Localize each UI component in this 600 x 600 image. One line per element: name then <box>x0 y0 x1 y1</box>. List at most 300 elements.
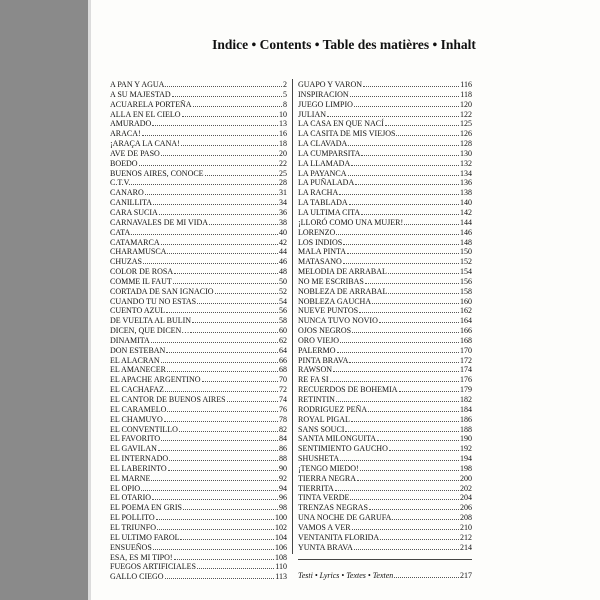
entry-page: 46 <box>279 257 287 267</box>
dot-leader <box>399 384 459 392</box>
index-entry <box>298 453 472 463</box>
dot-leader <box>388 266 459 274</box>
dot-leader <box>167 364 278 372</box>
dot-leader <box>183 502 278 510</box>
entry-page: 86 <box>279 444 287 454</box>
dot-leader <box>197 296 278 304</box>
index-entry <box>298 256 472 266</box>
entry-page: 68 <box>279 365 287 375</box>
entry-title: EL CHAMUYO <box>110 414 163 424</box>
entry-page: 22 <box>279 158 287 168</box>
index-entry <box>110 502 287 512</box>
entry-page: 102 <box>275 522 287 532</box>
entry-page: 16 <box>279 129 287 139</box>
entry-page: 212 <box>460 532 472 542</box>
entry-page: 18 <box>279 139 287 149</box>
dot-leader <box>172 89 282 97</box>
index-entry <box>298 99 472 109</box>
index-entry <box>110 542 287 552</box>
index-entry <box>110 492 287 502</box>
entry-title: RODRIGUEZ PEÑA <box>298 404 368 414</box>
dot-leader <box>348 168 459 176</box>
index-entry <box>298 138 472 148</box>
entry-title: EL POEMA EN GRIS <box>110 503 182 513</box>
entry-title: LORENZO <box>298 227 336 237</box>
entry-page: 172 <box>460 355 472 365</box>
entry-title: VENTANITA FLORIDA <box>298 532 380 542</box>
entry-page: 28 <box>279 178 287 188</box>
entry-page: 134 <box>460 168 472 178</box>
entry-title: AMURADO <box>110 119 152 129</box>
dot-leader <box>131 227 278 235</box>
entry-page: 142 <box>460 207 472 217</box>
index-entry <box>298 237 472 247</box>
index-entry <box>110 433 287 443</box>
entry-page: 206 <box>460 503 472 513</box>
entry-title: ALLA EN EL CIELO <box>110 109 181 119</box>
index-entry <box>298 246 472 256</box>
entry-page: 144 <box>460 217 472 227</box>
entry-page: 128 <box>460 139 472 149</box>
entry-page: 130 <box>460 148 472 158</box>
dot-leader <box>348 138 459 146</box>
entry-page: 72 <box>279 385 287 395</box>
entry-title: EL CARAMELO <box>110 404 167 414</box>
index-entry <box>298 197 472 207</box>
index-entry <box>110 532 287 542</box>
entry-title: LA CUMPARSITA <box>298 148 361 158</box>
entry-page: 5 <box>283 89 287 99</box>
entry-page: 90 <box>279 463 287 473</box>
entry-page: 140 <box>460 198 472 208</box>
dot-leader <box>153 542 274 550</box>
entry-page: 210 <box>460 522 472 532</box>
index-entry <box>110 552 287 562</box>
entry-title: CUENTO AZUL <box>110 306 166 316</box>
entry-page: 10 <box>279 109 287 119</box>
entry-title: GALLO CIEGO <box>110 572 164 582</box>
dot-leader <box>227 394 278 402</box>
entry-title: NOBLEZA DE ARRABAL <box>298 286 388 296</box>
index-entry <box>110 443 287 453</box>
dot-leader <box>182 109 278 117</box>
entry-title: LA CLAVADA <box>298 139 348 149</box>
index-entry <box>298 276 472 286</box>
entry-page: 52 <box>279 286 287 296</box>
entry-title: CATA <box>110 227 131 237</box>
dot-leader <box>174 552 274 560</box>
index-entry <box>110 266 287 276</box>
index-entry <box>110 561 287 571</box>
entry-page: 60 <box>279 326 287 336</box>
dot-leader <box>143 256 278 264</box>
dot-leader <box>379 315 459 323</box>
dot-leader <box>169 453 278 461</box>
index-entry <box>110 473 287 483</box>
index-entry <box>298 79 472 89</box>
dot-leader <box>355 177 459 185</box>
dot-leader <box>337 345 460 353</box>
dot-leader <box>179 424 278 432</box>
entry-title: ARACA! <box>110 129 141 139</box>
entry-title: ENSUEÑOS <box>110 542 152 552</box>
dot-leader <box>168 463 278 471</box>
entry-title: SANS SOUCI <box>298 424 345 434</box>
index-entry <box>298 266 472 276</box>
dot-leader <box>205 168 278 176</box>
entry-title: INSPIRACION <box>298 89 349 99</box>
entry-page: 125 <box>460 119 472 129</box>
entry-title: PINTA BRAVA <box>298 355 349 365</box>
dot-leader <box>335 483 459 491</box>
entry-title: DICEN, QUE DICEN… <box>110 326 190 336</box>
entry-page: 120 <box>460 99 472 109</box>
entry-page: 82 <box>279 424 287 434</box>
entry-page: 150 <box>460 247 472 257</box>
dot-leader <box>354 99 459 107</box>
index-entry <box>298 325 472 335</box>
entry-title: CANILLITA <box>110 198 153 208</box>
entry-title: NOBLEZA GAUCHA <box>298 296 372 306</box>
entry-page: 104 <box>275 532 287 542</box>
index-entry <box>110 286 287 296</box>
dot-leader <box>202 374 278 382</box>
dot-leader <box>404 217 459 225</box>
entry-page: 100 <box>275 513 287 523</box>
index-entry <box>298 522 472 532</box>
entry-title: RE FA SI <box>298 375 329 385</box>
entry-title: EL OTARIO <box>110 493 152 503</box>
entry-title: Testi • Lyrics • Textes • Texten <box>298 570 394 580</box>
entry-title: EL GAVILAN <box>110 444 157 454</box>
entry-page: 113 <box>275 572 287 582</box>
dot-leader <box>156 512 274 520</box>
entry-page: 170 <box>460 345 472 355</box>
index-entry <box>298 463 472 473</box>
entry-title: CARA SUCIA <box>110 207 158 217</box>
entry-page: 202 <box>460 483 472 493</box>
index-entry <box>110 256 287 266</box>
entry-page: 182 <box>460 395 472 404</box>
dot-leader <box>368 404 459 412</box>
entry-title: NUEVE PUNTOS <box>298 306 359 316</box>
dot-leader <box>352 522 459 530</box>
entry-page: 194 <box>460 454 472 464</box>
dot-leader <box>343 237 459 245</box>
entry-page: 186 <box>460 414 472 424</box>
entry-title: CARNAVALES DE MI VIDA <box>110 217 209 227</box>
index-entry <box>110 128 287 138</box>
index-entry <box>298 305 472 315</box>
index-entry <box>298 384 472 394</box>
entry-page: 148 <box>460 237 472 247</box>
index-entry <box>110 483 287 493</box>
dot-leader <box>166 305 278 313</box>
entry-page: 96 <box>279 493 287 503</box>
entry-title: ¡ARAÇA LA CANA! <box>110 139 180 149</box>
index-entry <box>298 296 472 306</box>
entry-page: 64 <box>279 345 287 355</box>
dot-leader <box>164 414 278 422</box>
entry-page: 31 <box>279 188 287 198</box>
entry-title: CHARAMUSCA <box>110 247 167 257</box>
index-entry <box>110 158 287 168</box>
dot-leader <box>340 335 459 343</box>
dot-leader <box>369 502 459 510</box>
index-entry <box>298 512 472 522</box>
section-rule <box>298 559 472 560</box>
entry-title: EL POLLITO <box>110 513 155 523</box>
index-entry <box>298 128 472 138</box>
entry-page: 174 <box>460 365 472 375</box>
entry-title: ¡LLORÓ COMO UNA MUJER! <box>298 217 404 227</box>
entry-page: 92 <box>279 473 287 483</box>
dot-leader <box>333 364 459 372</box>
dot-leader <box>349 197 459 205</box>
entry-page: 122 <box>460 109 472 119</box>
dot-leader <box>350 89 460 97</box>
index-entry <box>298 217 472 227</box>
dot-leader <box>339 187 459 195</box>
dot-leader <box>174 266 278 274</box>
index-entry <box>110 227 287 237</box>
index-entry <box>110 374 287 384</box>
index-entry <box>298 109 472 119</box>
dot-leader <box>392 512 459 520</box>
entry-title: EL MARNE <box>110 473 151 483</box>
entry-page: 160 <box>460 296 472 306</box>
entry-title: LA RACHA <box>298 188 339 198</box>
entry-title: DE VUELTA AL BULIN <box>110 316 192 326</box>
entry-page: 50 <box>279 276 287 286</box>
index-entry <box>298 148 472 158</box>
entry-page: 138 <box>460 188 472 198</box>
dot-leader <box>197 561 274 569</box>
index-entry <box>110 305 287 315</box>
entry-page: 152 <box>460 257 472 267</box>
dot-leader <box>141 483 278 491</box>
dot-leader <box>385 118 459 126</box>
entry-page: 154 <box>460 267 472 277</box>
entry-page: 184 <box>460 404 472 414</box>
index-entry <box>298 227 472 237</box>
entry-title: YUNTA BRAVA <box>298 542 353 552</box>
entry-title: CHUZAS <box>110 257 143 267</box>
entry-page: 34 <box>279 198 287 208</box>
index-entry <box>110 217 287 227</box>
entry-page: 162 <box>460 306 472 316</box>
dot-leader <box>343 256 459 264</box>
column-divider <box>292 79 293 554</box>
index-entry <box>110 99 287 109</box>
dot-leader <box>380 532 459 540</box>
right-index-rows <box>298 79 472 552</box>
entry-page: 192 <box>460 444 472 454</box>
entry-title: LOS INDIOS <box>298 237 343 247</box>
index-entry <box>110 355 287 365</box>
entry-title: EL ULTIMO FAROL <box>110 532 180 542</box>
index-entry <box>298 542 472 552</box>
index-entry <box>298 443 472 453</box>
lyrics-entry <box>298 570 472 580</box>
dot-leader <box>193 99 282 107</box>
index-entry <box>110 315 287 325</box>
dot-leader <box>131 177 278 185</box>
entry-page: 56 <box>279 306 287 316</box>
dot-leader <box>151 335 278 343</box>
dot-leader <box>142 128 278 136</box>
entry-title: UNA NOCHE DE GARUFA <box>298 513 392 523</box>
index-entry <box>110 197 287 207</box>
index-entry <box>298 335 472 345</box>
entry-title: NUNCA TUVO NOVIO <box>298 316 378 326</box>
entry-page: 136 <box>460 178 472 188</box>
entry-page: 88 <box>279 454 287 464</box>
index-entry <box>298 187 472 197</box>
dot-leader <box>139 158 278 166</box>
dot-leader <box>167 246 278 254</box>
entry-title: LA ULTIMA CITA <box>298 207 361 217</box>
index-entry <box>298 315 472 325</box>
index-entry <box>298 177 472 187</box>
dot-leader <box>347 246 459 254</box>
entry-title: JULIAN <box>298 109 326 119</box>
entry-title: EL APACHE ARGENTINO <box>110 375 201 385</box>
entry-title: LA TABLADA <box>298 198 348 208</box>
entry-title: EL AMANECER <box>110 365 166 375</box>
index-entry <box>110 79 287 89</box>
entry-page: 40 <box>279 227 287 237</box>
entry-title: JUEGO LIMPIO <box>298 99 353 109</box>
index-entry <box>298 355 472 365</box>
entry-page: 62 <box>279 335 287 345</box>
entry-title: A SU MAJESTAD <box>110 89 171 99</box>
dot-leader <box>161 355 278 363</box>
left-index-column <box>110 79 287 581</box>
entry-page: 126 <box>460 129 472 139</box>
entry-page: 84 <box>279 434 287 444</box>
entry-page: 98 <box>279 503 287 513</box>
index-entry <box>110 237 287 247</box>
entry-title: EL FAVORITO <box>110 434 161 444</box>
dot-leader <box>209 217 278 225</box>
index-entry <box>110 138 287 148</box>
entry-page: 156 <box>460 276 472 286</box>
dot-leader <box>363 79 459 87</box>
dot-leader <box>330 374 459 382</box>
dot-leader <box>159 207 278 215</box>
index-entry <box>110 276 287 286</box>
dot-leader <box>152 492 278 500</box>
entry-page: 20 <box>279 148 287 158</box>
entry-page: 108 <box>275 552 287 562</box>
dot-leader <box>357 473 459 481</box>
entry-page: 200 <box>460 473 472 483</box>
index-entry <box>110 89 287 99</box>
entry-title: LA CASA EN QUE NACÍ <box>298 119 384 129</box>
entry-page: 13 <box>279 119 287 129</box>
entry-page: 146 <box>460 227 472 237</box>
entry-title: ¡TENGO MIEDO! <box>298 463 359 473</box>
index-entry <box>298 404 472 414</box>
entry-title: OJOS NEGROS <box>298 326 352 336</box>
entry-title: TINTA VERDE <box>298 493 350 503</box>
entry-title: COLOR DE ROSA <box>110 267 174 277</box>
index-entry <box>110 424 287 434</box>
dot-leader <box>215 286 278 294</box>
dot-leader <box>352 325 459 333</box>
entry-title: ACUARELA PORTEÑA <box>110 99 192 109</box>
index-entry <box>110 207 287 217</box>
entry-page: 70 <box>279 375 287 385</box>
entry-page: 176 <box>460 375 472 385</box>
index-entry <box>298 394 472 404</box>
dot-leader <box>165 384 278 392</box>
index-entry <box>110 522 287 532</box>
entry-title: TIERRITA <box>298 483 334 493</box>
dot-leader <box>361 148 459 156</box>
index-entry <box>110 463 287 473</box>
index-entry <box>110 384 287 394</box>
dot-leader <box>152 118 278 126</box>
entry-title: LA PAYANCA <box>298 168 347 178</box>
dot-leader <box>145 187 278 195</box>
entry-title: MELODIA DE ARRABAL <box>298 267 387 277</box>
index-entry <box>110 296 287 306</box>
entry-title: VAMOS A VER <box>298 522 351 532</box>
entry-page: 166 <box>460 326 472 336</box>
entry-title: PALERMO <box>298 345 336 355</box>
entry-page: 208 <box>460 513 472 523</box>
entry-title: EL CONVENTILLO <box>110 424 178 434</box>
index-entry <box>110 177 287 187</box>
dot-leader <box>192 315 278 323</box>
entry-title: NO ME ESCRIBAS <box>298 276 364 286</box>
entry-title: RECUERDOS DE BOHEMIA <box>298 385 398 395</box>
dot-leader <box>158 443 278 451</box>
entry-title: SENTIMIENTO GAUCHO <box>298 444 388 454</box>
entry-title: COMME IL FAUT <box>110 276 172 286</box>
page-title: Indice • Contents • Table des matières • Inhalt <box>212 37 476 52</box>
dot-leader <box>336 227 459 235</box>
page-spine-shadow <box>88 0 91 600</box>
entry-page: 2 <box>283 80 287 89</box>
entry-page: 38 <box>279 217 287 227</box>
dot-leader <box>181 138 278 146</box>
entry-page: 25 <box>279 168 287 178</box>
entry-page: 190 <box>460 434 472 444</box>
index-entry <box>110 187 287 197</box>
entry-title: LA PUÑALADA <box>298 178 355 188</box>
index-entry <box>298 532 472 542</box>
dot-leader <box>180 532 274 540</box>
dot-leader <box>151 473 278 481</box>
entry-page: 118 <box>460 89 472 99</box>
entry-title: MALA PINTA <box>298 247 347 257</box>
dot-leader <box>360 463 459 471</box>
entry-page: 168 <box>460 335 472 345</box>
index-entry <box>298 502 472 512</box>
index-entry <box>298 414 472 424</box>
dot-leader <box>349 355 459 363</box>
index-entry <box>298 168 472 178</box>
index-entry <box>110 148 287 158</box>
index-entry <box>298 158 472 168</box>
index-entry <box>298 207 472 217</box>
dot-leader <box>166 345 278 353</box>
entry-title: LA CASITA DE MIS VIEJOS <box>298 129 396 139</box>
index-entry <box>110 345 287 355</box>
